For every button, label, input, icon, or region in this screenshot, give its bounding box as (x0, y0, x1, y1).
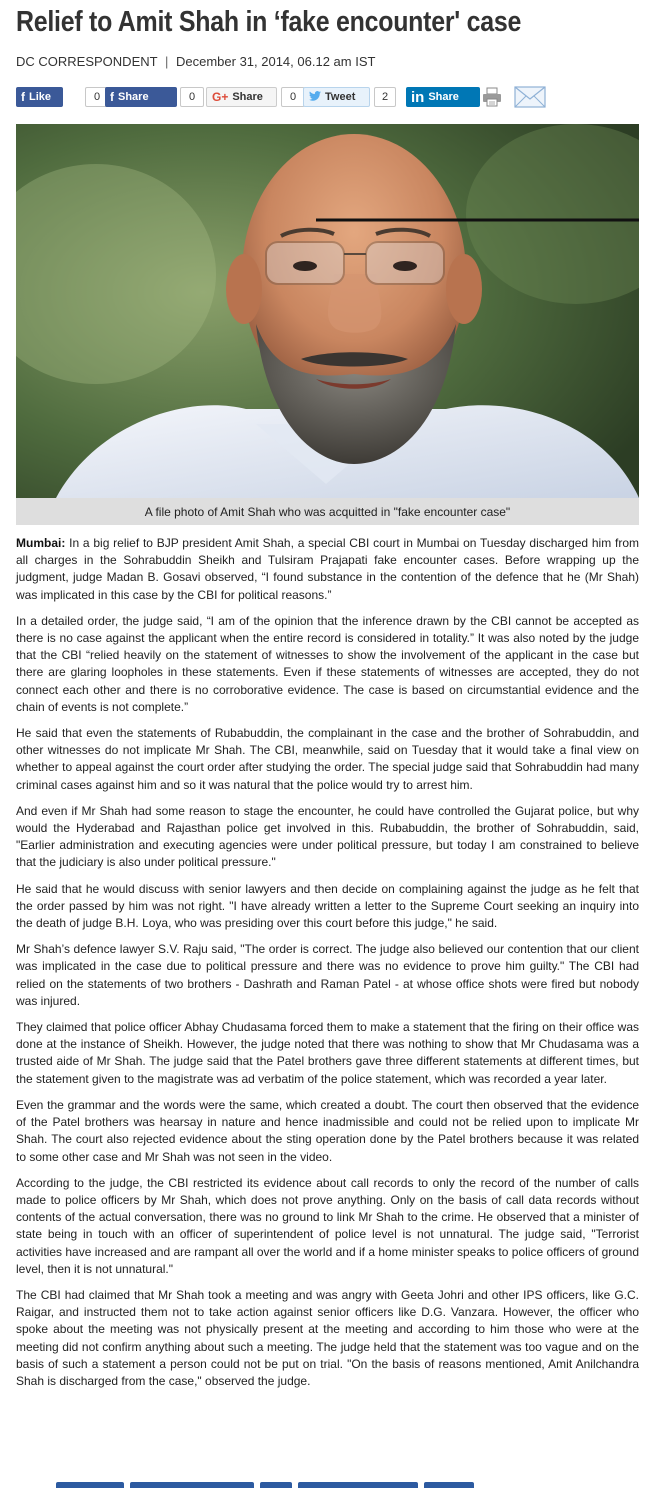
paragraph: Mr Shah’s defence lawyer S.V. Raju said, "The order is correct. The judge also believed our contention that our client was implicated in the case due to political pressure and there was no evidence to prove him guilty." The CBI had relied on the statements of two brothers - Dashrath and Raman Patel - at whose office shots were fired but nobody was injured. (16, 942, 639, 1008)
tag-button[interactable] (298, 1482, 418, 1488)
photo-caption: A file photo of Amit Shah who was acquitted in "fake encounter case" (16, 498, 639, 525)
article-body (16, 535, 639, 1399)
tag-button[interactable] (130, 1482, 254, 1488)
google-plus-share-button[interactable] (206, 87, 277, 107)
tweet-label: Tweet (325, 91, 356, 103)
paragraph: He said that even the statements of Rubabuddin, the complainant in the case and the brother of Sohrabuddin, and other witnesses do not implicate Mr Shah. The CBI, meanwhile, said on Tuesday that it would take a final view on whether to appeal against the court order after studying the order. The special judge said that Sohrabuddin had many criminal cases against him and so it was natural that the police would try to arrest him. (16, 726, 639, 792)
amit-shah-photo (16, 124, 639, 498)
tweet-button[interactable] (303, 87, 370, 107)
share-bar (16, 87, 639, 109)
paragraph: In a detailed order, the judge said, “I am of the opinion that the inference drawn by the CBI cannot be accepted as there is no case against the applicant when the entire record is considered in totality.” It was also noted by the judge that the CBI “relied heavily on the statement of witnesses to show the involvement of the applicant in the case but there are glaring loopholes in these statements. Even if these statements of witnesses are accepted, they do not connect each other and there is no corroborative evidence. The case is based on circumstantial evidence and the chain of events is not complete.” (16, 613, 639, 714)
linkedin-icon: in (411, 88, 425, 106)
article-photo (16, 124, 639, 498)
tweet-count: 2 (374, 87, 396, 107)
paragraph: Even the grammar and the words were the same, which created a doubt. The court then observed that the evidence of the Patel brothers was hearsay in nature and hence inadmissible and could not be relied upon to implicate Mr Shah. The court also rejected evidence about the sting operation done by the Patel brothers because it was related to some other case and Mr Shah was not seen in the video. (16, 1097, 639, 1164)
facebook-icon: f (110, 90, 114, 104)
article-title: Relief to Amit Shah in ‘fake encounter' case (16, 6, 522, 38)
publish-date: December 31, 2014, 06.12 am IST (175, 54, 376, 69)
gplus-label: Share (232, 91, 263, 103)
gplus-count: 0 (281, 87, 305, 107)
facebook-icon: f (21, 90, 25, 104)
print-icon[interactable] (481, 86, 503, 108)
dateline: Mumbai: (16, 536, 66, 550)
mail-icon[interactable] (514, 85, 546, 109)
byline-separator: | (164, 54, 169, 69)
author[interactable]: DC CORRESPONDENT (16, 54, 158, 69)
tags-bar (16, 1482, 639, 1488)
paragraph: The CBI had claimed that Mr Shah took a meeting and was angry with Geeta Johri and other IPS officers, like G.C. Raigar, and instructed them not to take action against senior officers like D.G. Vanzara. However, the officer who spoke about the meeting was not physically present at the meeting and according to him those who were at the meeting did not confirm anything about such a meeting. The judge held that the statement was too vague and on the basis of such a statement a person could not be put on trial. "On the basis of reasons mentioned, Amit Anilchandra Shah is discharged from the case," observed the judge. (16, 1287, 639, 1388)
like-label: Like (29, 91, 52, 103)
paragraph: They claimed that police officer Abhay Chudasama forced them to make a statement that the firing on their office was done at the instance of Sheikh. However, the judge noted that there was nothing to show that Mr Chudasama was a trusted aide of Mr Shah. The judge said that the Patel brothers gave three different statements at different times, but the statement given to the magistrate was ad verbatim of the police statement, which was recorded a year later. (16, 1020, 639, 1086)
fb-share-count: 0 (180, 87, 204, 107)
tag-button[interactable] (424, 1482, 474, 1488)
paragraph: And even if Mr Shah had some reason to stage the encounter, he could have controlled the Gujarat police, but why would the Hyderabad and Rajasthan police get involved in this. Rubabuddin, the brother of Sohrabuddin, said, "Earlier administration and executing agencies were under political pressure, but today I am constrained to believe that the judiciary is also under political pressure." (16, 803, 639, 870)
facebook-share-button[interactable] (105, 87, 177, 107)
twitter-icon (309, 90, 321, 104)
linkedin-label: Share (428, 91, 459, 103)
paragraph: He said that he would discuss with senior lawyers and then decide on complaining against the judge as he felt that the order passed by him was not right. "I have already written a letter to the Supreme Court seeking an inquiry into the death of judge B.H. Loya, who was presiding over this court before this judge," he said. (16, 881, 639, 931)
fb-share-label: Share (118, 91, 149, 103)
paragraph: Mumbai: In a big relief to BJP president Amit Shah, a special CBI court in Mumbai on Tuesday discharged him from all charges in the Sohrabuddin Sheikh and Tulsiram Prajapati fake encounter cases. Before wrapping up the judgment, judge Madan B. Gosavi observed, “I found substance in the contention of the defence that he (Mr Shah) was implicated in this case by the CBI for political reasons.” (16, 536, 639, 602)
like-count: 0 (85, 87, 109, 107)
byline (16, 54, 375, 69)
google-plus-icon: G+ (212, 90, 229, 104)
paragraph: According to the judge, the CBI restricted its evidence about call records to only the record of the number of calls made to police officers by Mr Shah, which does not prove anything. Only on the basis of call data records without contents of the actual conversation, there was no ground to link Mr Shah to the crime. He observed that a minister of state being in touch with an officer of superintendent of police level is not unnatural. The judge said, "Terrorist activities have increased and are rampant all over the world and if a home minister speaks to police officers of ground level, then it is not unnatural." (16, 1175, 639, 1276)
linkedin-share-button[interactable] (406, 87, 480, 107)
tag-button[interactable] (56, 1482, 124, 1488)
facebook-like-button[interactable] (16, 87, 63, 107)
tag-button[interactable] (260, 1482, 292, 1488)
